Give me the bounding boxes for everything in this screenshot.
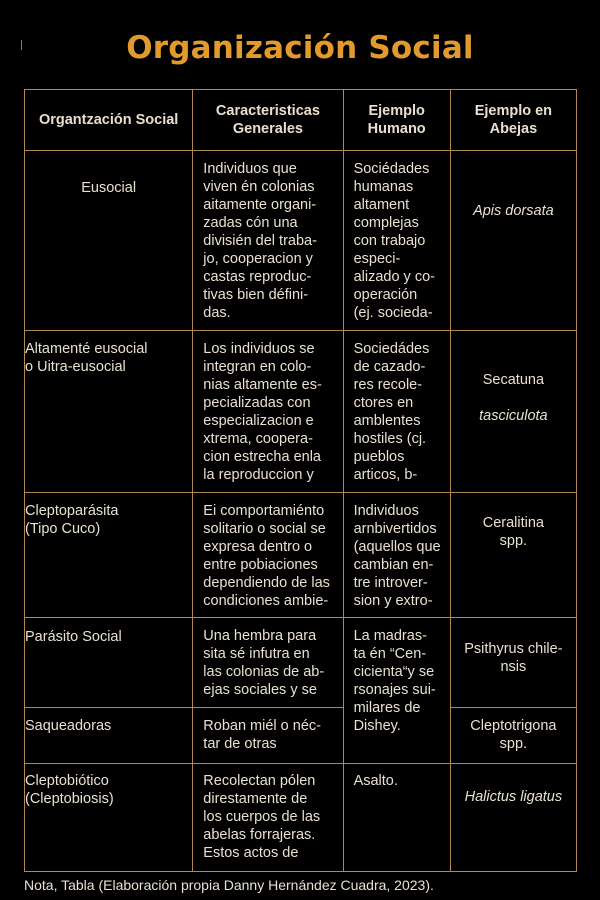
row-name: Altamenté eusocial o Uitra-eusocial [25,331,193,493]
bee-example-text: Ceralitina spp. [482,515,544,549]
row-bee-example [450,764,576,872]
characteristics-text: Individuos que viven én colonias aitamente organi- zadas cón una divisién del traba- jo, cooperacion y castas reproduc- tivas bien défini- das. [203,161,317,321]
row-bee-example [450,331,576,493]
bee-example-text: Halictus ligatus [464,789,563,805]
row-name: Parásito Social [25,618,193,708]
bee-example-text: Apis dorsata [473,203,554,219]
table-row-robbers [25,708,577,764]
characteristics-text: Una hembra para sita sé infutra en las colonias de ab- ejas sociales y se [203,628,325,698]
table-row-eusocial [25,151,577,331]
header-bee-example: Ejemplo en Abejas [450,90,576,151]
row-characteristics [193,618,343,708]
table-row-cleptoparasite [25,493,577,618]
table-row-ultra-eusocial [25,331,577,493]
row-name: Saqueadoras [25,708,193,764]
characteristics-text: Los individuos se integran en colo- nias altamente es- pecializadas con especializacion e xtrema, coopera- cion estrecha enla la reproduccion y [203,341,322,483]
row-characteristics [193,331,343,493]
row-name [25,151,193,331]
table-row-social-parasite [25,618,577,708]
characteristics-text: Roban miél o néc- tar de otras [203,718,321,752]
row-bee-example [450,493,576,618]
row-name-text: Eusocial [81,180,137,196]
row-name: Cleptoparásita (Tipo Cuco) [25,493,193,618]
social-organization-table [24,89,577,872]
row-characteristics [193,151,343,331]
bee-example-text: Cleptotrigona spp. [470,718,557,752]
header-social-organization: Organtzación Social [25,90,193,151]
row-characteristics [193,708,343,764]
row-bee-example [450,151,576,331]
header-human-example: Ejemplo Humano [343,90,450,151]
human-example-text: Asalto. [353,773,398,789]
human-example-text: Individuos arnbivertidos (aquellos que cambian en- tre introver- sion y extro- [353,503,441,609]
bee-example-genus: Secatuna [482,372,545,388]
row-human-example [343,151,450,331]
human-example-text: Sociédades humanas altament complejas con trabajo especi- alizado y co- operación (ej. socieda- [353,161,435,321]
row-human-example [343,331,450,493]
bee-example-cell [451,331,576,443]
table-footnote: Nota, Tabla (Elaboración propia Danny Hernández Cuadra, 2023). [24,877,434,893]
row-human-example [343,764,450,872]
bee-example-text: Psithyrus chile- nsis [464,641,563,675]
characteristics-text: Ei comportamiénto solitario o social se expresa dentro o entre pobiaciones dependiendo de las condiciones ambie- [203,503,330,609]
row-bee-example [450,618,576,708]
table-header-row [25,90,577,151]
header-general-characteristics: Caracteristicas Generales [193,90,343,151]
table-row-cleptobiotic [25,764,577,872]
characteristics-text: Recolectan pólen direstamente de los cuerpos de las abelas forrajeras. Estos actos de [203,773,321,861]
bee-example-species: tasciculota [479,408,548,424]
row-human-example [343,618,450,764]
human-example-text: Sociedádes de cazado- res recole- ctores en amblentes hostiles (cj. pueblos articos, b- [353,341,430,483]
human-example-text: La madras- ta én “Cen- cicienta“y se rsonajes sui- milares de Dishey. [353,628,436,734]
row-bee-example [450,708,576,764]
page-title: Organización Social [126,30,474,66]
row-characteristics [193,493,343,618]
row-human-example [343,493,450,618]
row-name: Cleptobiótico (Cleptobiosis) [25,764,193,872]
row-characteristics [193,764,343,872]
